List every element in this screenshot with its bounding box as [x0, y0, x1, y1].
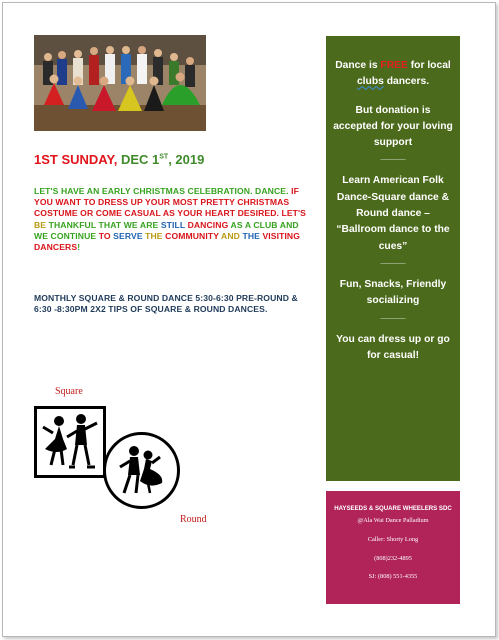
- club-contact-panel: [326, 491, 460, 604]
- separator-2: _____: [380, 254, 406, 265]
- learn-dance-text: Learn American Folk Dance-Square dance & Round dance – “Ballroom dance to the cues”: [336, 175, 450, 252]
- dress-code-text: You can dress up or go for casual!: [336, 333, 450, 361]
- sidebar-info-panel: [326, 36, 460, 481]
- separator-3: _____: [380, 309, 406, 320]
- venue-text: @Ala Wai Dance Palladium: [357, 517, 429, 525]
- free-dance-text: Dance is FREE for local clubs dancers.: [335, 60, 451, 88]
- separator-1: _____: [380, 151, 406, 162]
- celebration-paragraph: LET'S HAVE AN EARLY CHRISTMAS CELEBRATION. DANCE. IF YOU WANT TO DRESS UP YOUR MOST PRETTY CHRISTMAS COSTUME OR COME CASUAL AS YOUR HEART DESIRED. LET'S BE THANKFUL THAT WE ARE STILL DANCING AS A CLUB AND WE CONTINUE TO SERVE THE COMMUNITY AND THE VISITING DANCERS!: [34, 186, 306, 253]
- donation-text: But donation is accepted for your loving support: [333, 104, 453, 149]
- heading-sunday: 1ST SUNDAY,: [34, 152, 121, 167]
- round-label: Round: [180, 514, 207, 525]
- caller-text: Caller: Shorty Long: [367, 536, 419, 543]
- phone-number-1: (808)232-4895: [374, 554, 412, 562]
- heading-dec: DEC 1ST, 2019: [120, 152, 205, 167]
- round-dance-icon: [103, 432, 180, 509]
- schedule-paragraph: MONTHLY SQUARE & ROUND DANCE 5:30-6:30 PRE-ROUND & 6:30 -8:30PM 2X2 TIPS OF SQUARE & ROUND DANCES.: [34, 293, 298, 315]
- group-photo: [34, 35, 206, 131]
- fun-snacks-text: Fun, Snacks, Friendly socializing: [339, 278, 447, 307]
- square-dance-icon: [34, 406, 106, 478]
- club-name: HAYSEEDS & SQUARE WHEELERS SDC: [334, 505, 452, 512]
- square-label: Square: [55, 386, 83, 397]
- event-date-heading: [34, 151, 294, 169]
- phone-number-2: SJ: (808) 551-4355: [368, 573, 418, 581]
